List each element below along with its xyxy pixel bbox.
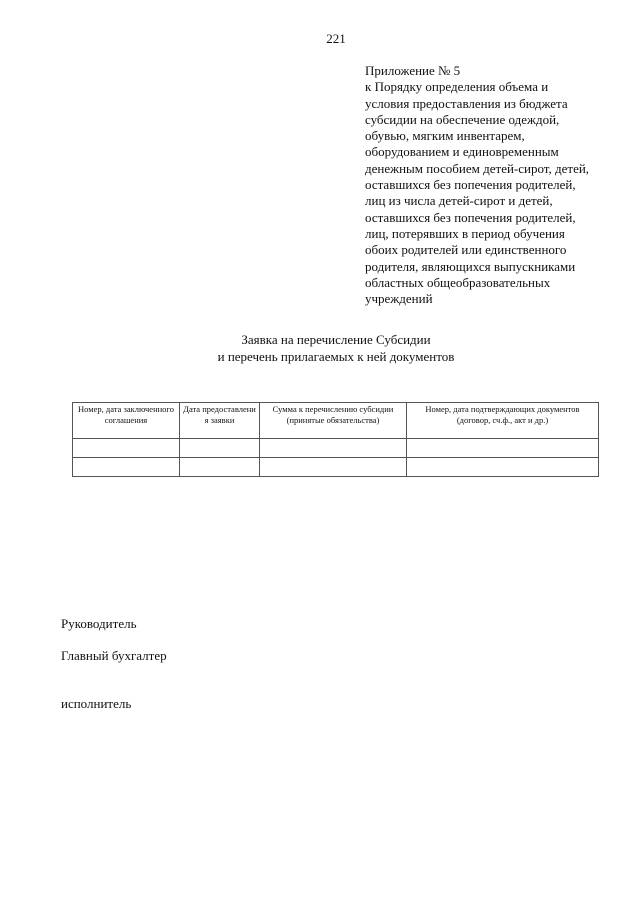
appendix-line: субсидии на обеспечение одеждой, bbox=[365, 111, 560, 127]
signature-executor: исполнитель bbox=[61, 696, 132, 711]
appendix-line: оставшихся без попечения родителей, bbox=[365, 209, 576, 225]
document-title-line-2: и перечень прилагаемых к ней документов bbox=[217, 349, 455, 364]
appendix-line: лиц из числа детей-сирот и детей, bbox=[365, 193, 553, 209]
signature-head: Руководитель bbox=[61, 616, 137, 631]
signature-chief-accountant: Главный бухгалтер bbox=[61, 648, 167, 663]
table-cell bbox=[180, 439, 260, 458]
table-cell bbox=[407, 439, 599, 458]
appendix-line: к Порядку определения объема и bbox=[365, 79, 549, 95]
document-title-line-1: Заявка на перечисление Субсидии bbox=[241, 332, 431, 347]
appendix-line: областных общеобразовательных bbox=[365, 274, 551, 290]
header-transfer-amount: Сумма к перечислению субсидии (принятые обязательства) bbox=[260, 403, 407, 439]
appendix-line: оборудованием и единовременным bbox=[365, 144, 559, 160]
appendix-line: лиц, потерявших в период обучения bbox=[365, 225, 565, 241]
appendix-line: родителя, являющихся выпускниками bbox=[365, 258, 576, 274]
header-application-date: Дата предоставлени я заявки bbox=[180, 403, 260, 439]
table-cell bbox=[180, 458, 260, 477]
appendix-line: условия предоставления из бюджета bbox=[365, 95, 568, 111]
table-row bbox=[73, 458, 599, 477]
document-title bbox=[0, 331, 640, 365]
header-supporting-documents: Номер, дата подтверждающих документов (договор, сч.ф., акт и др.) bbox=[407, 403, 599, 439]
table-cell bbox=[260, 458, 407, 477]
table-header-row bbox=[73, 403, 599, 439]
appendix-block bbox=[365, 63, 633, 307]
appendix-line: обувью, мягким инвентарем, bbox=[365, 128, 525, 144]
documents-table bbox=[72, 402, 599, 477]
appendix-line: Приложение № 5 bbox=[365, 63, 461, 78]
appendix-line: оставшихся без попечения родителей, bbox=[365, 177, 576, 193]
table-row bbox=[73, 439, 599, 458]
appendix-line: обоих родителей или единственного bbox=[365, 242, 567, 258]
appendix-line: учреждений bbox=[365, 291, 433, 307]
table-cell bbox=[260, 439, 407, 458]
page-number: 221 bbox=[326, 31, 346, 46]
appendix-line: денежным пособием детей-сирот, детей, bbox=[365, 160, 590, 176]
table-cell bbox=[407, 458, 599, 477]
table-cell bbox=[73, 439, 180, 458]
header-agreement: Номер, дата заключенного соглашения bbox=[73, 403, 180, 439]
table-cell bbox=[73, 458, 180, 477]
